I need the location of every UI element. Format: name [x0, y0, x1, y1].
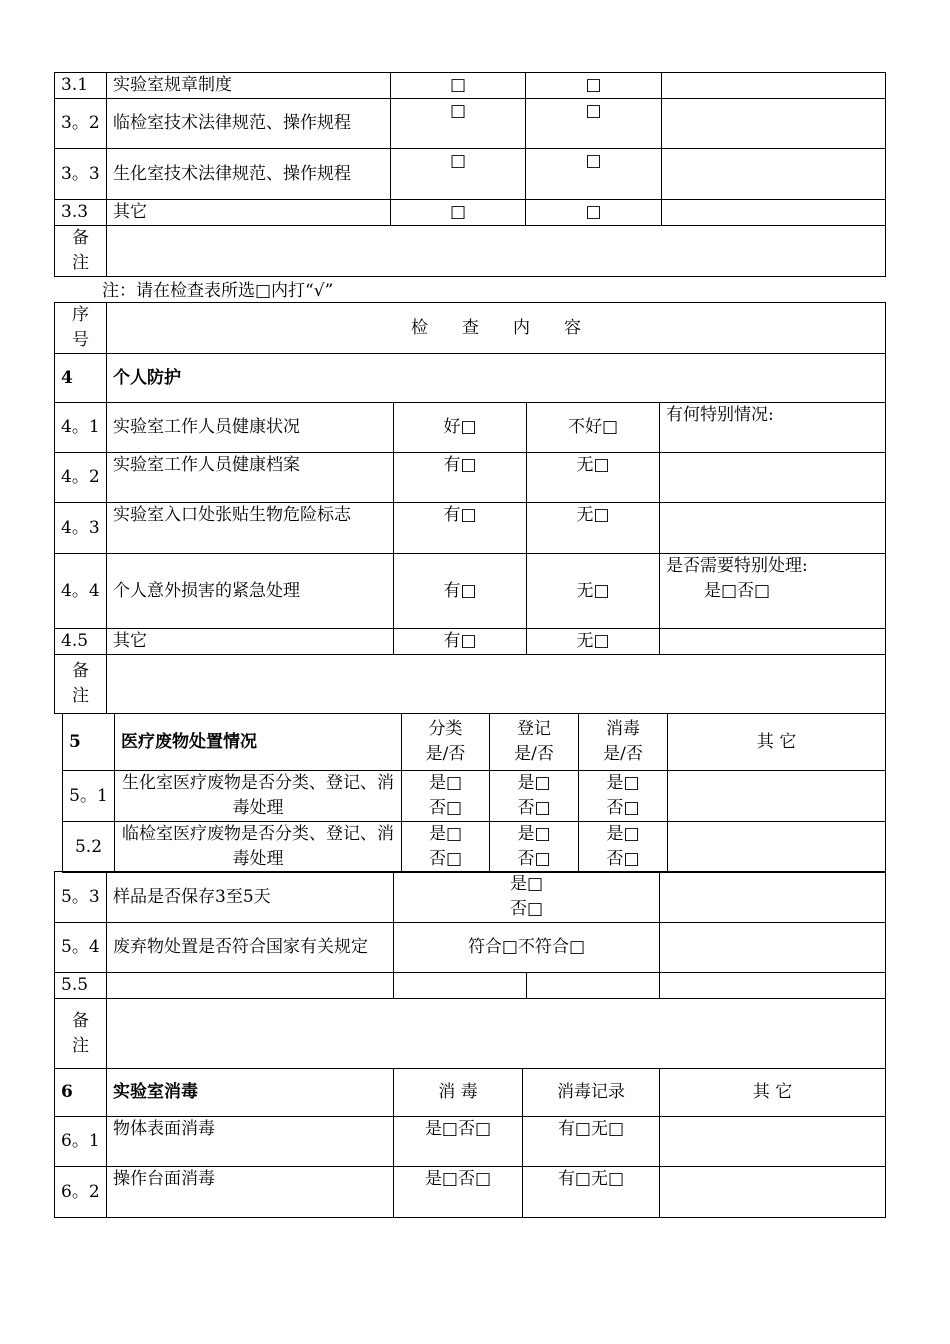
checkbox-yes[interactable]: 是□ [606, 773, 640, 793]
row-number: 6。2 [55, 1167, 107, 1218]
checkbox[interactable]: □ [526, 99, 662, 149]
col-classify-label: 分类 [428, 719, 463, 739]
item-label: 个人意外损害的紧急处理 [107, 554, 394, 629]
checkbox[interactable]: □ [391, 200, 526, 226]
table-row [63, 822, 886, 873]
item-label: 实验室工作人员健康档案 [107, 453, 394, 503]
item-label: 实验室入口处张贴生物危险标志 [107, 503, 394, 554]
checkbox-no[interactable]: 否□ [517, 849, 551, 869]
row-number: 3.3 [55, 200, 107, 226]
row-number: 5。1 [63, 771, 115, 822]
checkbox-yes[interactable]: 有□ [394, 554, 527, 629]
comment-cell[interactable] [660, 1117, 886, 1167]
comment-cell[interactable] [662, 99, 886, 149]
header-content: 检 查 内 容 [107, 303, 886, 354]
row-number: 5.2 [63, 822, 115, 873]
section-title-row [55, 354, 886, 403]
row-number: 4。3 [55, 503, 107, 554]
checkbox-no[interactable]: 否□ [428, 849, 463, 869]
comment-cell[interactable] [660, 872, 886, 923]
table-row [55, 99, 886, 149]
special-handling-checkboxes[interactable]: 是□否□ [704, 581, 771, 601]
checkbox[interactable]: □ [391, 149, 526, 200]
remark-label: 备注 [55, 226, 107, 277]
register-checkboxes[interactable] [490, 771, 579, 822]
row-number: 5。3 [55, 872, 107, 923]
col-other: 其 它 [660, 1069, 886, 1117]
row-number: 4。1 [55, 403, 107, 453]
item-label: 临检室技术法律规范、操作规程 [107, 99, 391, 149]
instruction-note: 注：请在检查表所选□内打“√” [102, 281, 334, 301]
table-row [55, 503, 886, 554]
remark-row [55, 655, 886, 714]
item-label: 实验室规章制度 [107, 73, 391, 99]
disinfect-checkboxes[interactable] [579, 822, 668, 873]
checkbox-no[interactable]: 无□ [527, 503, 660, 554]
checkbox[interactable]: □ [526, 200, 662, 226]
table-row [55, 923, 886, 973]
checkbox-no[interactable]: 否□ [606, 798, 640, 818]
col-disinfect [579, 714, 668, 771]
row-number: 3。3 [55, 149, 107, 200]
checkbox[interactable]: □ [391, 99, 526, 149]
special-handling [660, 554, 886, 629]
comment-cell[interactable] [668, 822, 886, 873]
col-other: 其 它 [668, 714, 886, 771]
remark-field[interactable] [107, 999, 886, 1069]
item-label: 临检室医疗废物是否分类、登记、消毒处理 [115, 822, 402, 873]
header-number: 序号 [55, 303, 107, 354]
record-checkboxes[interactable]: 有□无□ [523, 1117, 660, 1167]
table-row [55, 73, 886, 99]
checkbox-no[interactable]: 否□ [517, 798, 551, 818]
section-title: 个人防护 [107, 354, 886, 403]
checkbox[interactable]: □ [391, 73, 526, 99]
table-row [55, 973, 886, 999]
remark-field[interactable] [107, 226, 886, 277]
section-number: 5 [63, 714, 115, 771]
table-row [55, 554, 886, 629]
checkbox-yes[interactable]: 有□ [394, 503, 527, 554]
table-row [55, 149, 886, 200]
section-title: 实验室消毒 [107, 1069, 394, 1117]
table-row [55, 200, 886, 226]
checkbox-no[interactable]: 无□ [527, 554, 660, 629]
comment-cell[interactable] [660, 629, 886, 655]
disinfect-checkboxes[interactable]: 是□否□ [394, 1167, 523, 1218]
checkbox-bad[interactable]: 不好□ [527, 403, 660, 453]
item-label: 生化室技术法律规范、操作规程 [107, 149, 391, 200]
item-label: 废弃物处置是否符合国家有关规定 [107, 923, 394, 973]
comment-cell[interactable] [660, 503, 886, 554]
classify-checkboxes[interactable] [402, 771, 490, 822]
comment-cell[interactable] [660, 973, 886, 999]
row-number: 6。1 [55, 1117, 107, 1167]
header-row [55, 303, 886, 354]
table-row [55, 629, 886, 655]
checkbox-no[interactable]: 否□ [509, 899, 544, 919]
checkbox[interactable]: □ [526, 73, 662, 99]
checkbox-yes[interactable]: 是□ [509, 874, 544, 894]
section6-table [54, 1068, 886, 1218]
table-row [55, 1117, 886, 1167]
item-label: 样品是否保存3至5天 [107, 872, 394, 923]
row-number: 5。4 [55, 923, 107, 973]
row-number: 5.5 [55, 973, 107, 999]
blank-cell[interactable] [527, 973, 660, 999]
comment-cell[interactable] [660, 1167, 886, 1218]
section-title-row [55, 1069, 886, 1117]
row-number: 3.1 [55, 73, 107, 99]
col-disinfect-sub: 是/否 [603, 744, 643, 764]
keep-checkboxes[interactable] [394, 872, 660, 923]
blank-cell[interactable] [394, 973, 527, 999]
comment-cell[interactable] [660, 453, 886, 503]
row-number: 4。2 [55, 453, 107, 503]
item-label: 其它 [107, 629, 394, 655]
compliance-checkboxes[interactable]: 符合□不符合□ [394, 923, 660, 973]
table-row [55, 453, 886, 503]
item-label: 物体表面消毒 [107, 1117, 394, 1167]
disinfect-checkboxes[interactable]: 是□否□ [394, 1117, 523, 1167]
section-title: 医疗废物处置情况 [115, 714, 402, 771]
col-register [490, 714, 579, 771]
remark-label: 备注 [55, 655, 107, 714]
section-number: 4 [55, 354, 107, 403]
comment-cell[interactable] [660, 923, 886, 973]
section5-table [62, 713, 886, 873]
col-disinfect: 消 毒 [394, 1069, 523, 1117]
checkbox-no[interactable]: 无□ [527, 453, 660, 503]
checkbox-yes[interactable]: 是□ [428, 824, 463, 844]
checkbox-no[interactable]: 否□ [428, 798, 463, 818]
col-classify [402, 714, 490, 771]
section4-table [54, 302, 886, 714]
comment-cell[interactable] [662, 73, 886, 99]
col-disinfect-label: 消毒 [606, 719, 640, 739]
comment-cell[interactable] [662, 200, 886, 226]
remark-row [55, 226, 886, 277]
remark-field[interactable] [107, 655, 886, 714]
special-note: 有何特别情况: [660, 403, 886, 453]
col-classify-sub: 是/否 [425, 744, 466, 764]
col-register-label: 登记 [517, 719, 551, 739]
table-row [55, 872, 886, 923]
section5-cont-table [54, 871, 886, 1069]
table-row [55, 403, 886, 453]
checkbox-yes[interactable]: 是□ [517, 773, 551, 793]
comment-cell[interactable] [662, 149, 886, 200]
remark-row [55, 999, 886, 1069]
table-row [55, 1167, 886, 1218]
item-label: 其它 [107, 200, 391, 226]
item-label: 实验室工作人员健康状况 [107, 403, 394, 453]
row-number: 3。2 [55, 99, 107, 149]
record-checkboxes[interactable]: 有□无□ [523, 1167, 660, 1218]
checkbox-yes[interactable]: 有□ [394, 453, 527, 503]
checkbox-yes[interactable]: 是□ [606, 824, 640, 844]
item-label: 生化室医疗废物是否分类、登记、消毒处理 [115, 771, 402, 822]
classify-checkboxes[interactable] [402, 822, 490, 873]
item-label: 操作台面消毒 [107, 1167, 394, 1218]
special-handling-label: 是否需要特别处理: [666, 556, 808, 576]
section3-table [54, 72, 886, 277]
col-register-sub: 是/否 [514, 744, 554, 764]
section-number: 6 [55, 1069, 107, 1117]
checkbox-no[interactable]: 无□ [527, 629, 660, 655]
checkbox-good[interactable]: 好□ [394, 403, 527, 453]
comment-cell[interactable] [668, 771, 886, 822]
remark-label: 备注 [55, 999, 107, 1069]
checkbox-yes[interactable]: 有□ [394, 629, 527, 655]
section-title-row [63, 714, 886, 771]
register-checkboxes[interactable] [490, 822, 579, 873]
row-number: 4.5 [55, 629, 107, 655]
checkbox-yes[interactable]: 是□ [428, 773, 463, 793]
table-row [63, 771, 886, 822]
disinfect-checkboxes[interactable] [579, 771, 668, 822]
row-number: 4。4 [55, 554, 107, 629]
checkbox-no[interactable]: 否□ [606, 849, 640, 869]
checkbox[interactable]: □ [526, 149, 662, 200]
item-label[interactable] [107, 973, 394, 999]
checkbox-yes[interactable]: 是□ [517, 824, 551, 844]
col-disinfect-record: 消毒记录 [523, 1069, 660, 1117]
